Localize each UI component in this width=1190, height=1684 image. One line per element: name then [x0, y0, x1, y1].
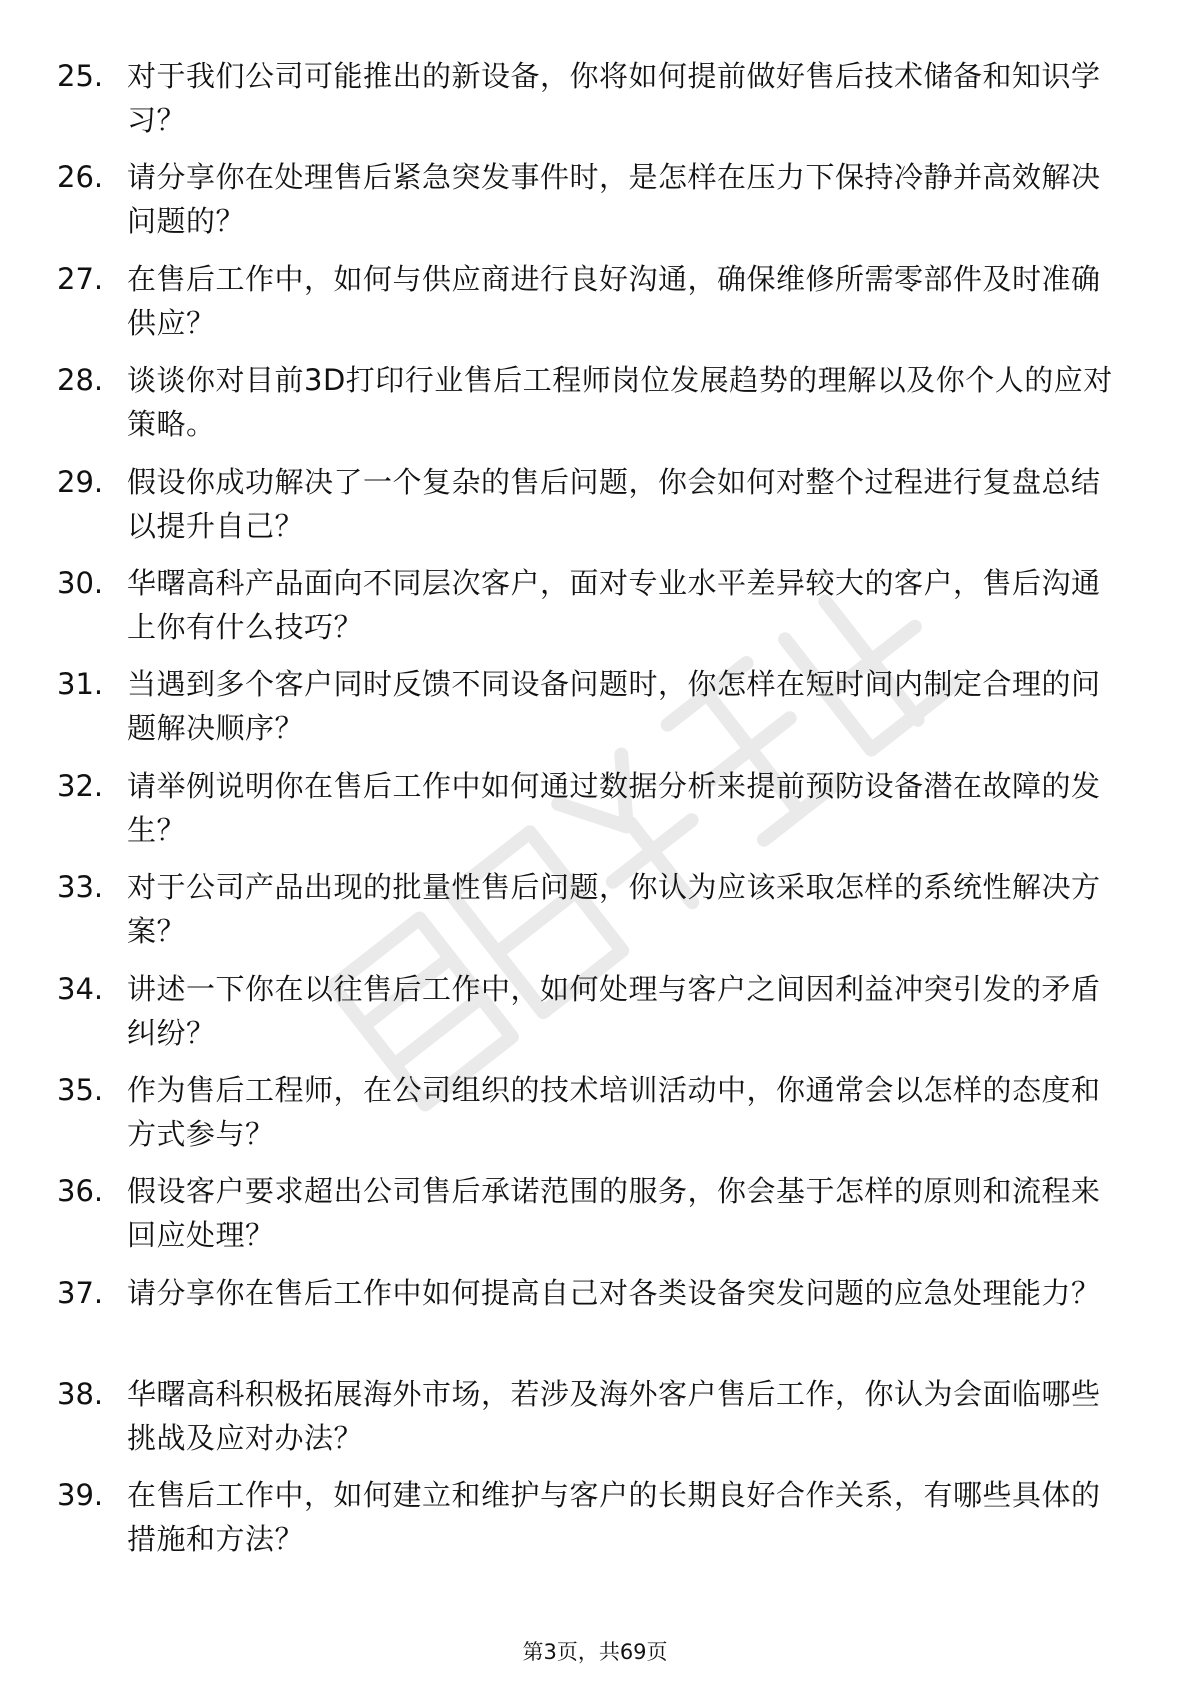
- list-item: [0, 764, 1190, 865]
- question-number: 34.: [57, 971, 104, 1006]
- list-item: [0, 967, 1190, 1068]
- question-text: 在售后工作中，如何建立和维护与客户的长期良好合作关系，有哪些具体的措施和方法？: [127, 1478, 1101, 1557]
- question-number: 26.: [57, 160, 104, 195]
- question-text: 请分享你在处理售后紧急突发事件时，是怎样在压力下保持冷静并高效解决问题的？: [127, 160, 1101, 239]
- list-item: [0, 1271, 1190, 1372]
- question-text: 讲述一下你在以往售后工作中，如何处理与客户之间因利益冲突引发的矛盾纠纷？: [127, 971, 1101, 1050]
- question-text: 作为售后工程师，在公司组织的技术培训活动中，你通常会以怎样的态度和方式参与？: [127, 1072, 1101, 1151]
- list-item: [0, 257, 1190, 358]
- question-number: 36.: [57, 1174, 104, 1209]
- question-text: 请分享你在售后工作中如何提高自己对各类设备突发问题的应急处理能力？: [127, 1275, 1101, 1310]
- page-number: 第3页，共69页: [522, 1640, 668, 1664]
- question-text: 华曙高科产品面向不同层次客户，面对专业水平差异较大的客户，售后沟通上你有什么技巧？: [127, 565, 1101, 644]
- question-text: 请举例说明你在售后工作中如何通过数据分析来提前预防设备潜在故障的发生？: [127, 768, 1101, 847]
- list-item: [0, 662, 1190, 763]
- list-item: [0, 1068, 1190, 1169]
- list-item: [0, 54, 1190, 155]
- question-number: 33.: [57, 870, 104, 905]
- question-number: 25.: [57, 59, 104, 93]
- question-number: 27.: [57, 261, 104, 296]
- question-number: 38.: [57, 1377, 104, 1412]
- question-number: 39.: [57, 1478, 104, 1513]
- list-item: [0, 358, 1190, 459]
- question-text: 对于我们公司可能推出的新设备，你将如何提前做好售后技术储备和知识学习？: [127, 59, 1101, 137]
- question-number: 35.: [57, 1072, 104, 1107]
- question-number: 29.: [57, 464, 104, 499]
- question-number: 31.: [57, 667, 104, 702]
- question-number: 37.: [57, 1275, 104, 1310]
- question-list: [0, 54, 1190, 1575]
- list-item: [0, 1473, 1190, 1574]
- list-item: [0, 1372, 1190, 1473]
- list-item: [0, 155, 1190, 256]
- list-item: [0, 561, 1190, 662]
- question-text: 谈谈你对目前3D打印行业售后工程师岗位发展趋势的理解以及你个人的应对策略。: [127, 363, 1113, 442]
- question-text: 当遇到多个客户同时反馈不同设备问题时，你怎样在短时间内制定合理的问题解决顺序？: [127, 667, 1101, 746]
- list-item: [0, 460, 1190, 561]
- question-number: 28.: [57, 363, 104, 398]
- question-number: 32.: [57, 768, 104, 803]
- list-item: [0, 865, 1190, 966]
- list-item: [0, 1169, 1190, 1270]
- question-number: 30.: [57, 565, 104, 600]
- question-text: 华曙高科积极拓展海外市场，若涉及海外客户售后工作，你认为会面临哪些挑战及应对办法？: [127, 1377, 1101, 1456]
- question-text: 在售后工作中，如何与供应商进行良好沟通，确保维修所需零部件及时准确供应？: [127, 261, 1101, 340]
- question-text: 对于公司产品出现的批量性售后问题，你认为应该采取怎样的系统性解决方案？: [127, 870, 1101, 949]
- question-text: 假设你成功解决了一个复杂的售后问题，你会如何对整个过程进行复盘总结以提升自己？: [127, 464, 1101, 543]
- question-text: 假设客户要求超出公司售后承诺范围的服务，你会基于怎样的原则和流程来回应处理？: [127, 1174, 1101, 1253]
